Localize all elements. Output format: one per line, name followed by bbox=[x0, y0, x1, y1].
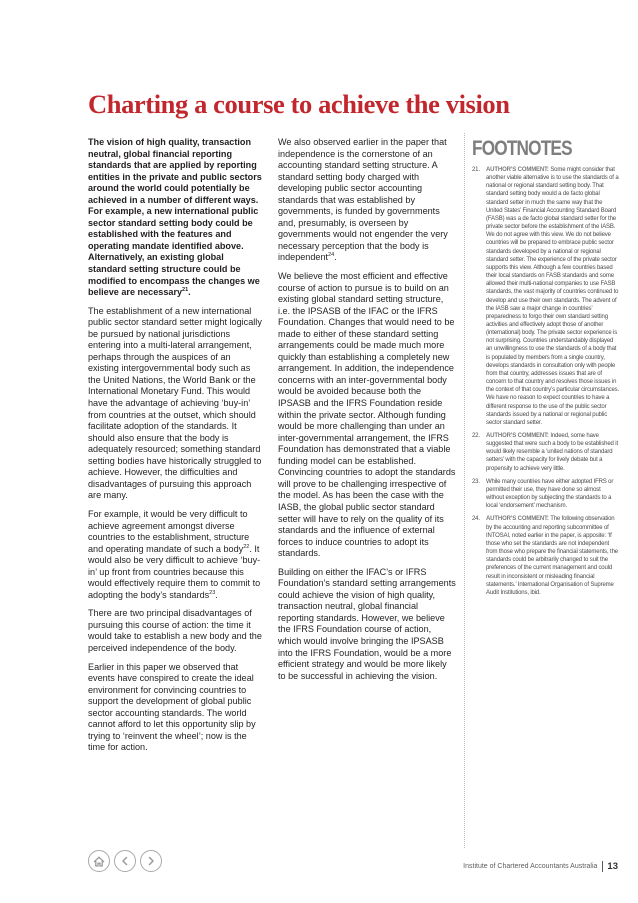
footnote-number: 22. bbox=[472, 433, 480, 439]
footnote-label: AUTHOR’S COMMENT: bbox=[486, 516, 549, 523]
home-button[interactable] bbox=[88, 850, 110, 872]
home-icon bbox=[93, 856, 105, 867]
footnote-ref-22[interactable]: 22 bbox=[243, 543, 250, 550]
previous-page-button[interactable] bbox=[114, 850, 136, 872]
page-footer bbox=[463, 861, 618, 872]
footnote-21 bbox=[472, 166, 620, 427]
footnote-text: While many countries have either adopted IFRS or permitted their use, they have done so almost without exception by subjecting the standards to a local ‘endorsement’ mechanism. bbox=[486, 478, 614, 510]
chevron-left-icon bbox=[120, 856, 130, 866]
footnote-text: Indeed, some have suggested that were such a body to be established it would likely resemble a ‘united nations of standard setters’ with the capacity for lively debate but a propensity to achieve very little. bbox=[486, 433, 618, 472]
footnotes-panel bbox=[472, 138, 620, 602]
body-paragraph: Building on either the IFAC’s or IFRS Foundation’s standard setting arrangements could achieve the vision of high quality, transaction neutral, global financial reporting standards. However, we believe the IFRS Foundation course of action, which would involve bringing the IPSASB into the IFRS Foundation, would be a more efficient strategy and would be more likely to be successful in achieving the vision. bbox=[278, 566, 456, 681]
page-title: Charting a course to achieve the vision bbox=[88, 89, 510, 119]
body-paragraph: Earlier in this paper we observed that events have conspired to create the ideal environment for convincing countries to support the development of global public sector accounting standards. The world cannot afford to let this opportunity slip by trying to ‘reinvent the wheel’; now is the time for action. bbox=[88, 661, 256, 753]
footnote-24 bbox=[472, 515, 620, 597]
chevron-right-icon bbox=[146, 856, 156, 866]
lead-paragraph: The vision of high quality, transaction neutral, global financial reporting standards that are applied by reporting entities in the private and public sectors around the world could potentially be achieved in a number of different ways. For example, a new international public sector standard setting body could be established with the features and operating mandate identified above. Alternatively, an existing global standard setting structure could be modified to encompass the changes we believe are necessary$^{21}$. bbox=[88, 137, 262, 298]
footnote-text: Some might consider that another viable alternative is to use the standards of a national or regional standard setting body. That standard setting body would a de facto global standard setter in much the same way that the United States’ Financial Accounting Standard Board (FASB) was a de facto global standard setter for the private sector before the establishment of the IASB. We do not agree with this view. We do not believe countries will be prepared to embrace public sector standards developed by a national or regional standard setter. The experience of the private sector supports this view. Although a few countries based their local standards on FASB standards and some allowed their multi-national companies to use FASB standards, the vast majority of countries continued to develop and use their own standards. The advent of the IASB saw a major change in countries’ preparedness to forgo their own standard setting activities and effectively adopt those of another (international) body. The private sector experience is not surprising. Countries understandably displayed an unwillingness to use the standards of a body that is populated by members from a single country, develops standards in consultation only with people from that country, addresses issues that are of concern to that country and resolves those issues in the context of that country’s particular circumstances. We have no reason to expect countries to have a different response to the use of the public sector standards issued by a national or regional public sector standard setter. bbox=[486, 167, 620, 426]
body-paragraph: We also observed earlier in the paper that independence is the cornerstone of an accounting standard setting structure. A standard setting body charged with developing public sector accounting standards that was established by governments, is funded by governments and, presumably, is overseen by governments would not engender the very necessary perception that the body is independent$^{24}$. bbox=[278, 137, 448, 263]
footnotes-heading: FOOTNOTES bbox=[472, 137, 572, 160]
page-number: 13 bbox=[607, 861, 618, 872]
footnotes-list bbox=[472, 166, 620, 597]
footnote-label: AUTHOR’S COMMENT: bbox=[486, 433, 549, 439]
column-divider bbox=[464, 133, 465, 848]
footnote-ref-21[interactable]: 21 bbox=[182, 287, 189, 294]
footnote-number: 24. bbox=[472, 516, 480, 523]
body-paragraph: We believe the most efficient and effective course of action to pursue is to build on an existing global standard setting structure, i.e. the IPSASB of the IFAC or the IFRS Foundation. Changes that would need to be made to either of these standard setting arrangements could be made much more quickly than establishing a completely new arrangement. In addition, the independence concerns with an inter-governmental body would be avoided because both the IPSASB and the IFRS Foundation reside within the private sector. Although funding would be more challenging than under an inter-governmental arrangement, the IFRS Foundation has demonstrated that a viable funding model can be established. Convincing countries to adopt the standards will prove to be challenging irrespective of the model. As has been the case with the IASB, the global public sector standard setter will have to rely on the quality of its standards and the influence of external forces to induce countries to adopt its standards. bbox=[278, 271, 456, 559]
body-column-1 bbox=[88, 137, 263, 761]
footnote-22 bbox=[472, 432, 620, 473]
body-paragraph: The establishment of a new international public sector standard setter might logically be pursued by national jurisdictions entering into a multi-lateral arrangement, perhaps through the auspices of an existing intergovernmental body such as the United Nations, the World Bank or the International Monetary Fund. This would have the advantage of achieving ‘buy-in’ from countries at the outset, which should facilitate adoption of the standards. It should also ensure that the body is adequately resourced; something standard setting bodies have historically struggled to achieve. However, the difficulties and disadvantages of pursuing this approach are many. bbox=[88, 305, 262, 501]
body-column-2 bbox=[278, 137, 456, 689]
footnote-label: AUTHOR’S COMMENT: bbox=[486, 167, 549, 173]
footnote-number: 23. bbox=[472, 478, 480, 485]
footer-publisher: Institute of Chartered Accountants Australia bbox=[463, 863, 598, 870]
footnote-number: 21. bbox=[472, 167, 480, 173]
footnote-text: The following observation by the accounting and reporting subcommittee of INTOSAI, noted earlier in the paper, is apposite: ‘If those who set the standards are not independent from those who prepare the financial statements, the standards could be arbitrarily changed to suit the preferences of the current management and could result in inconsistent or misleading financial statements.’ International Organisation of Supreme Audit Institutions, ibid. bbox=[486, 516, 618, 596]
footer-separator bbox=[602, 861, 603, 872]
footnote-23 bbox=[472, 478, 620, 511]
body-paragraph: For example, it would be very difficult to achieve agreement amongst diverse countries to the establishment, structure and operating mandate of such a body$^{22}$. It would also be very difficult to achieve ‘buy-in’ up front from countries because this would effectively require them to commit to adopting the body’s standards$^{23}$. bbox=[88, 508, 261, 600]
page-navigation bbox=[88, 850, 162, 872]
footnote-ref-23[interactable]: 23 bbox=[209, 589, 216, 596]
body-paragraph: There are two principal disadvantages of pursuing this course of action: the time it would take to establish a new body and the perceived independence of the body. bbox=[88, 608, 262, 653]
footnote-ref-24[interactable]: 24 bbox=[328, 252, 335, 259]
next-page-button[interactable] bbox=[140, 850, 162, 872]
